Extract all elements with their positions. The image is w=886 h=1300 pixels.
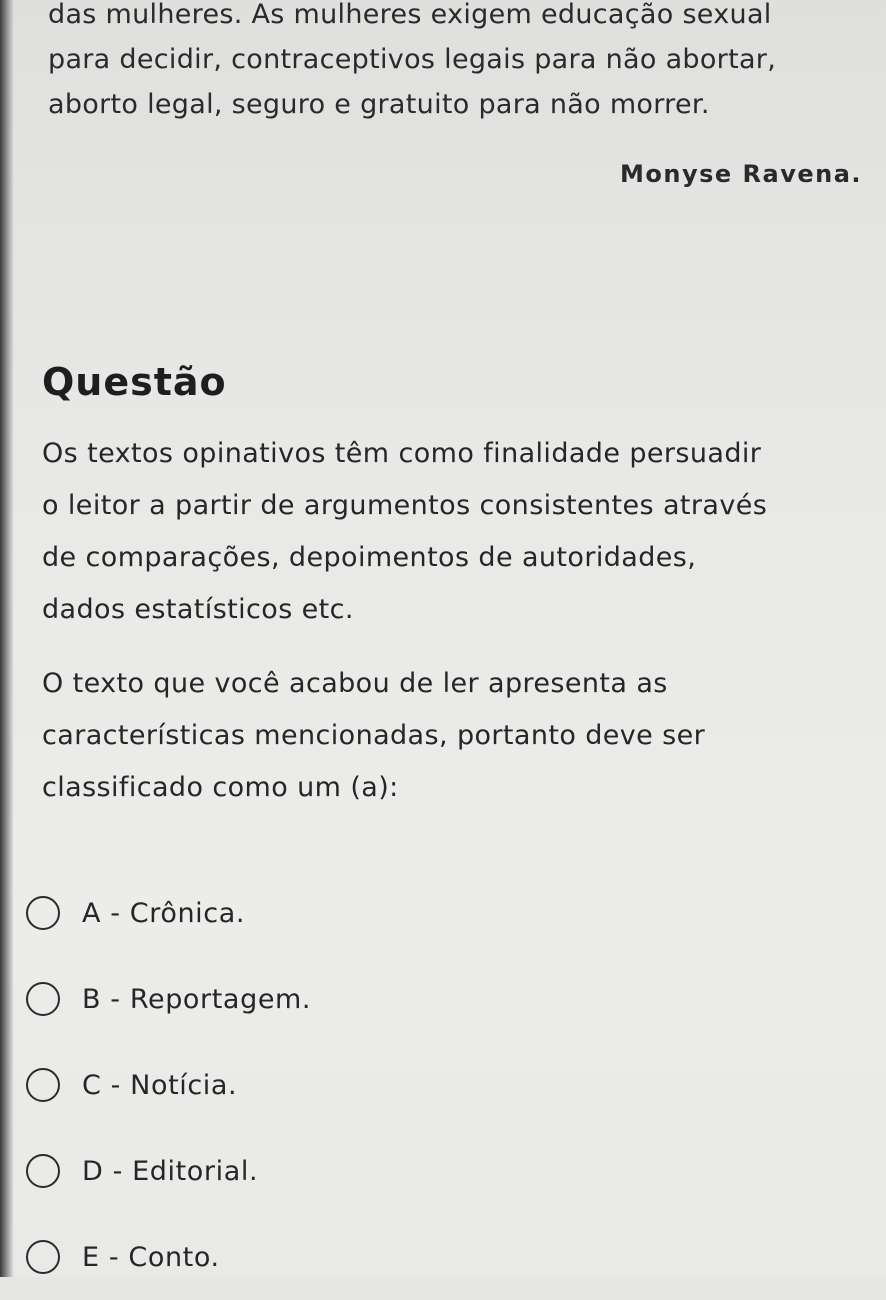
- radio-button-icon[interactable]: [26, 1154, 60, 1188]
- intro-line: para decidir, contraceptivos legais para não abortar,: [48, 44, 777, 75]
- option-a[interactable]: [26, 870, 626, 956]
- answer-options: [26, 870, 626, 1300]
- question-paragraph-1: [42, 428, 872, 636]
- option-label: E - Conto.: [82, 1241, 220, 1273]
- question-paragraph-2: [42, 658, 872, 814]
- paragraph-line: o leitor a partir de argumentos consistentes através: [42, 490, 768, 521]
- paragraph-line: características mencionadas, portanto deve ser: [42, 720, 706, 751]
- intro-line: das mulheres. As mulheres exigem educação sexual: [48, 0, 772, 30]
- edge-shadow: [0, 0, 14, 1277]
- paragraph-line: Os textos opinativos têm como finalidade persuadir: [42, 438, 762, 469]
- radio-button-icon[interactable]: [26, 982, 60, 1016]
- paragraph-line: de comparações, depoimentos de autoridades,: [42, 542, 697, 573]
- option-label: D - Editorial.: [82, 1155, 259, 1187]
- paragraph-line: O texto que você acabou de ler apresenta as: [42, 668, 668, 699]
- option-c[interactable]: [26, 1042, 626, 1128]
- question-title: Questão: [42, 360, 227, 404]
- intro-text: [48, 0, 868, 127]
- radio-button-icon[interactable]: [26, 1240, 60, 1274]
- paragraph-line: classificado como um (a):: [42, 772, 399, 803]
- option-b[interactable]: [26, 956, 626, 1042]
- option-e[interactable]: [26, 1214, 626, 1300]
- option-d[interactable]: [26, 1128, 626, 1214]
- radio-button-icon[interactable]: [26, 896, 60, 930]
- option-label: B - Reportagem.: [82, 983, 312, 1015]
- author-signature: Monyse Ravena.: [620, 160, 863, 188]
- radio-button-icon[interactable]: [26, 1068, 60, 1102]
- intro-line: aborto legal, seguro e gratuito para não morrer.: [48, 89, 710, 120]
- option-label: A - Crônica.: [82, 897, 246, 929]
- paragraph-line: dados estatísticos etc.: [42, 594, 354, 625]
- option-label: C - Notícia.: [82, 1069, 238, 1101]
